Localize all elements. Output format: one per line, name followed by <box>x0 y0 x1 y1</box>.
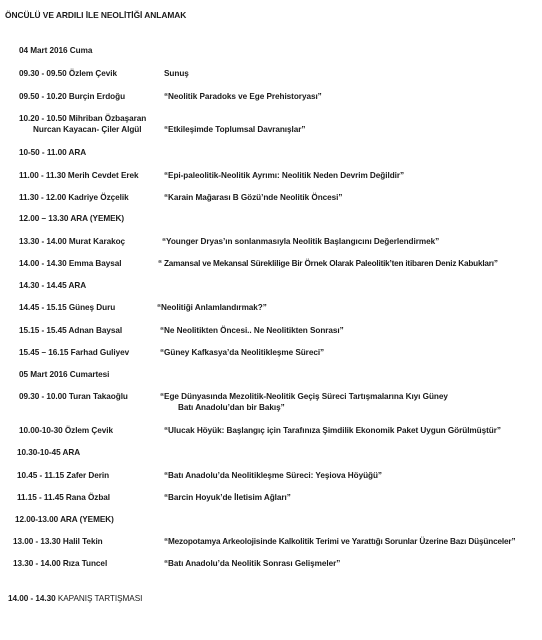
table-row-time-speaker: 10.45 - 11.15 Zafer Derin <box>17 471 110 480</box>
closing-time: 14.00 - 14.30 <box>8 594 56 603</box>
table-row-talk: “Güney Kafkasya’da Neolitikleşme Süreci” <box>160 348 325 357</box>
table-row-time-speaker: 09.30 - 09.50 Özlem Çevik <box>19 69 117 78</box>
day1-date: 04 Mart 2016 Cuma <box>19 46 93 55</box>
table-row-talk: “Batı Anadolu’da Neolitik Sonrası Gelişmeler” <box>164 559 341 568</box>
table-row-talk: “Ege Dünyasında Mezolitik-Neolitik Geçiş Süreci Tartışmalarına Kıyı Güney <box>160 392 448 401</box>
table-row-talk: “Batı Anadolu’da Neolitikleşme Süreci: Yeşiova Höyüğü” <box>164 471 382 480</box>
table-row-break: 10-50 - 11.00 ARA <box>19 148 87 157</box>
table-row-time-speaker: 11.00 - 11.30 Merih Cevdet Erek <box>19 171 139 180</box>
table-row-time-speaker: 09.50 - 10.20 Burçin Erdoğu <box>19 92 126 101</box>
table-row-time-speaker: 13.30 - 14.00 Rıza Tuncel <box>13 559 108 568</box>
table-row-break: 10.30-10-45 ARA <box>17 448 81 457</box>
table-row-talk: “Karain Mağarası B Gözü’nde Neolitik Öncesi” <box>164 193 343 202</box>
closing-label: KAPANIŞ TARTIŞMASI <box>57 594 143 603</box>
table-row-talk: Sunuş <box>164 69 189 78</box>
table-row-talk: “Barcin Hoyuk’de İletisim Ağları” <box>164 493 291 502</box>
table-row-time-speaker: 09.30 - 10.00 Turan Takaoğlu <box>19 392 128 401</box>
table-row-time-speaker: 13.30 - 14.00 Murat Karakoç <box>19 237 126 246</box>
table-row-time-speaker: 13.00 - 13.30 Halil Tekin <box>13 537 103 546</box>
table-row-break: 12.00-13.00 ARA (YEMEK) <box>15 515 114 524</box>
table-row-talk: “Etkileşimde Toplumsal Davranışlar” <box>164 125 306 134</box>
closing-row <box>8 594 142 604</box>
table-row-talk: “Neolitiği Anlamlandırmak?” <box>157 303 267 312</box>
table-row-talk: “Ne Neolitikten Öncesi.. Ne Neolitikten Sonrası” <box>160 326 344 335</box>
table-row-break: 14.30 - 14.45 ARA <box>19 281 87 290</box>
table-row-talk: “Epi-paleolitik-Neolitik Ayrımı: Neolitik Neden Devrim Değildir” <box>164 171 405 180</box>
table-row-time-speaker: 15.15 - 15.45 Adnan Baysal <box>19 326 123 335</box>
table-row-time-speaker: 15.45 – 16.15 Farhad Guliyev <box>19 348 130 357</box>
table-row-break: 12.00 – 13.30 ARA (YEMEK) <box>19 214 125 223</box>
table-row-talk: “Ulucak Höyük: Başlangıç için Tarafınıza Şimdilik Ekonomik Paket Uygun Görülmüştür” <box>164 426 501 435</box>
table-row-time-speaker: 11.15 - 11.45 Rana Özbal <box>17 493 111 502</box>
table-row-talk: “Mezopotamya Arkeolojisinde Kalkolitik Terimi ve Yarattığı Sorunlar Üzerine Bazı Düşünceler” <box>164 537 516 546</box>
page-title: ÖNCÜLÜ VE ARDILI İLE NEOLİTİĞİ ANLAMAK <box>5 10 187 20</box>
table-row-talk-2: Batı Anadolu’dan bir Bakış” <box>178 403 285 412</box>
table-row-talk: “Younger Dryas’ın sonlanmasıyla Neolitik Başlangıcını Değerlendirmek” <box>162 237 440 246</box>
table-row-talk: “Neolitik Paradoks ve Ege Prehistoryası” <box>164 92 322 101</box>
table-row-time-speaker-2: Nurcan Kayacan- Çiler Algül <box>33 125 142 134</box>
table-row-time-speaker: 11.30 - 12.00 Kadriye Özçelik <box>19 193 129 202</box>
table-row-time-speaker: 14.45 - 15.15 Güneş Duru <box>19 303 116 312</box>
table-row-time-speaker: 10.20 - 10.50 Mihriban Özbaşaran <box>19 114 147 123</box>
table-row-talk: “ Zamansal ve Mekansal Süreklilige Bir Örnek Olarak Paleolitik’ten itibaren Deniz Kabukları” <box>158 259 498 268</box>
table-row-time-speaker: 10.00-10-30 Özlem Çevik <box>19 426 113 435</box>
day2-date: 05 Mart 2016 Cumartesi <box>19 370 110 379</box>
table-row-time-speaker: 14.00 - 14.30 Emma Baysal <box>19 259 122 268</box>
